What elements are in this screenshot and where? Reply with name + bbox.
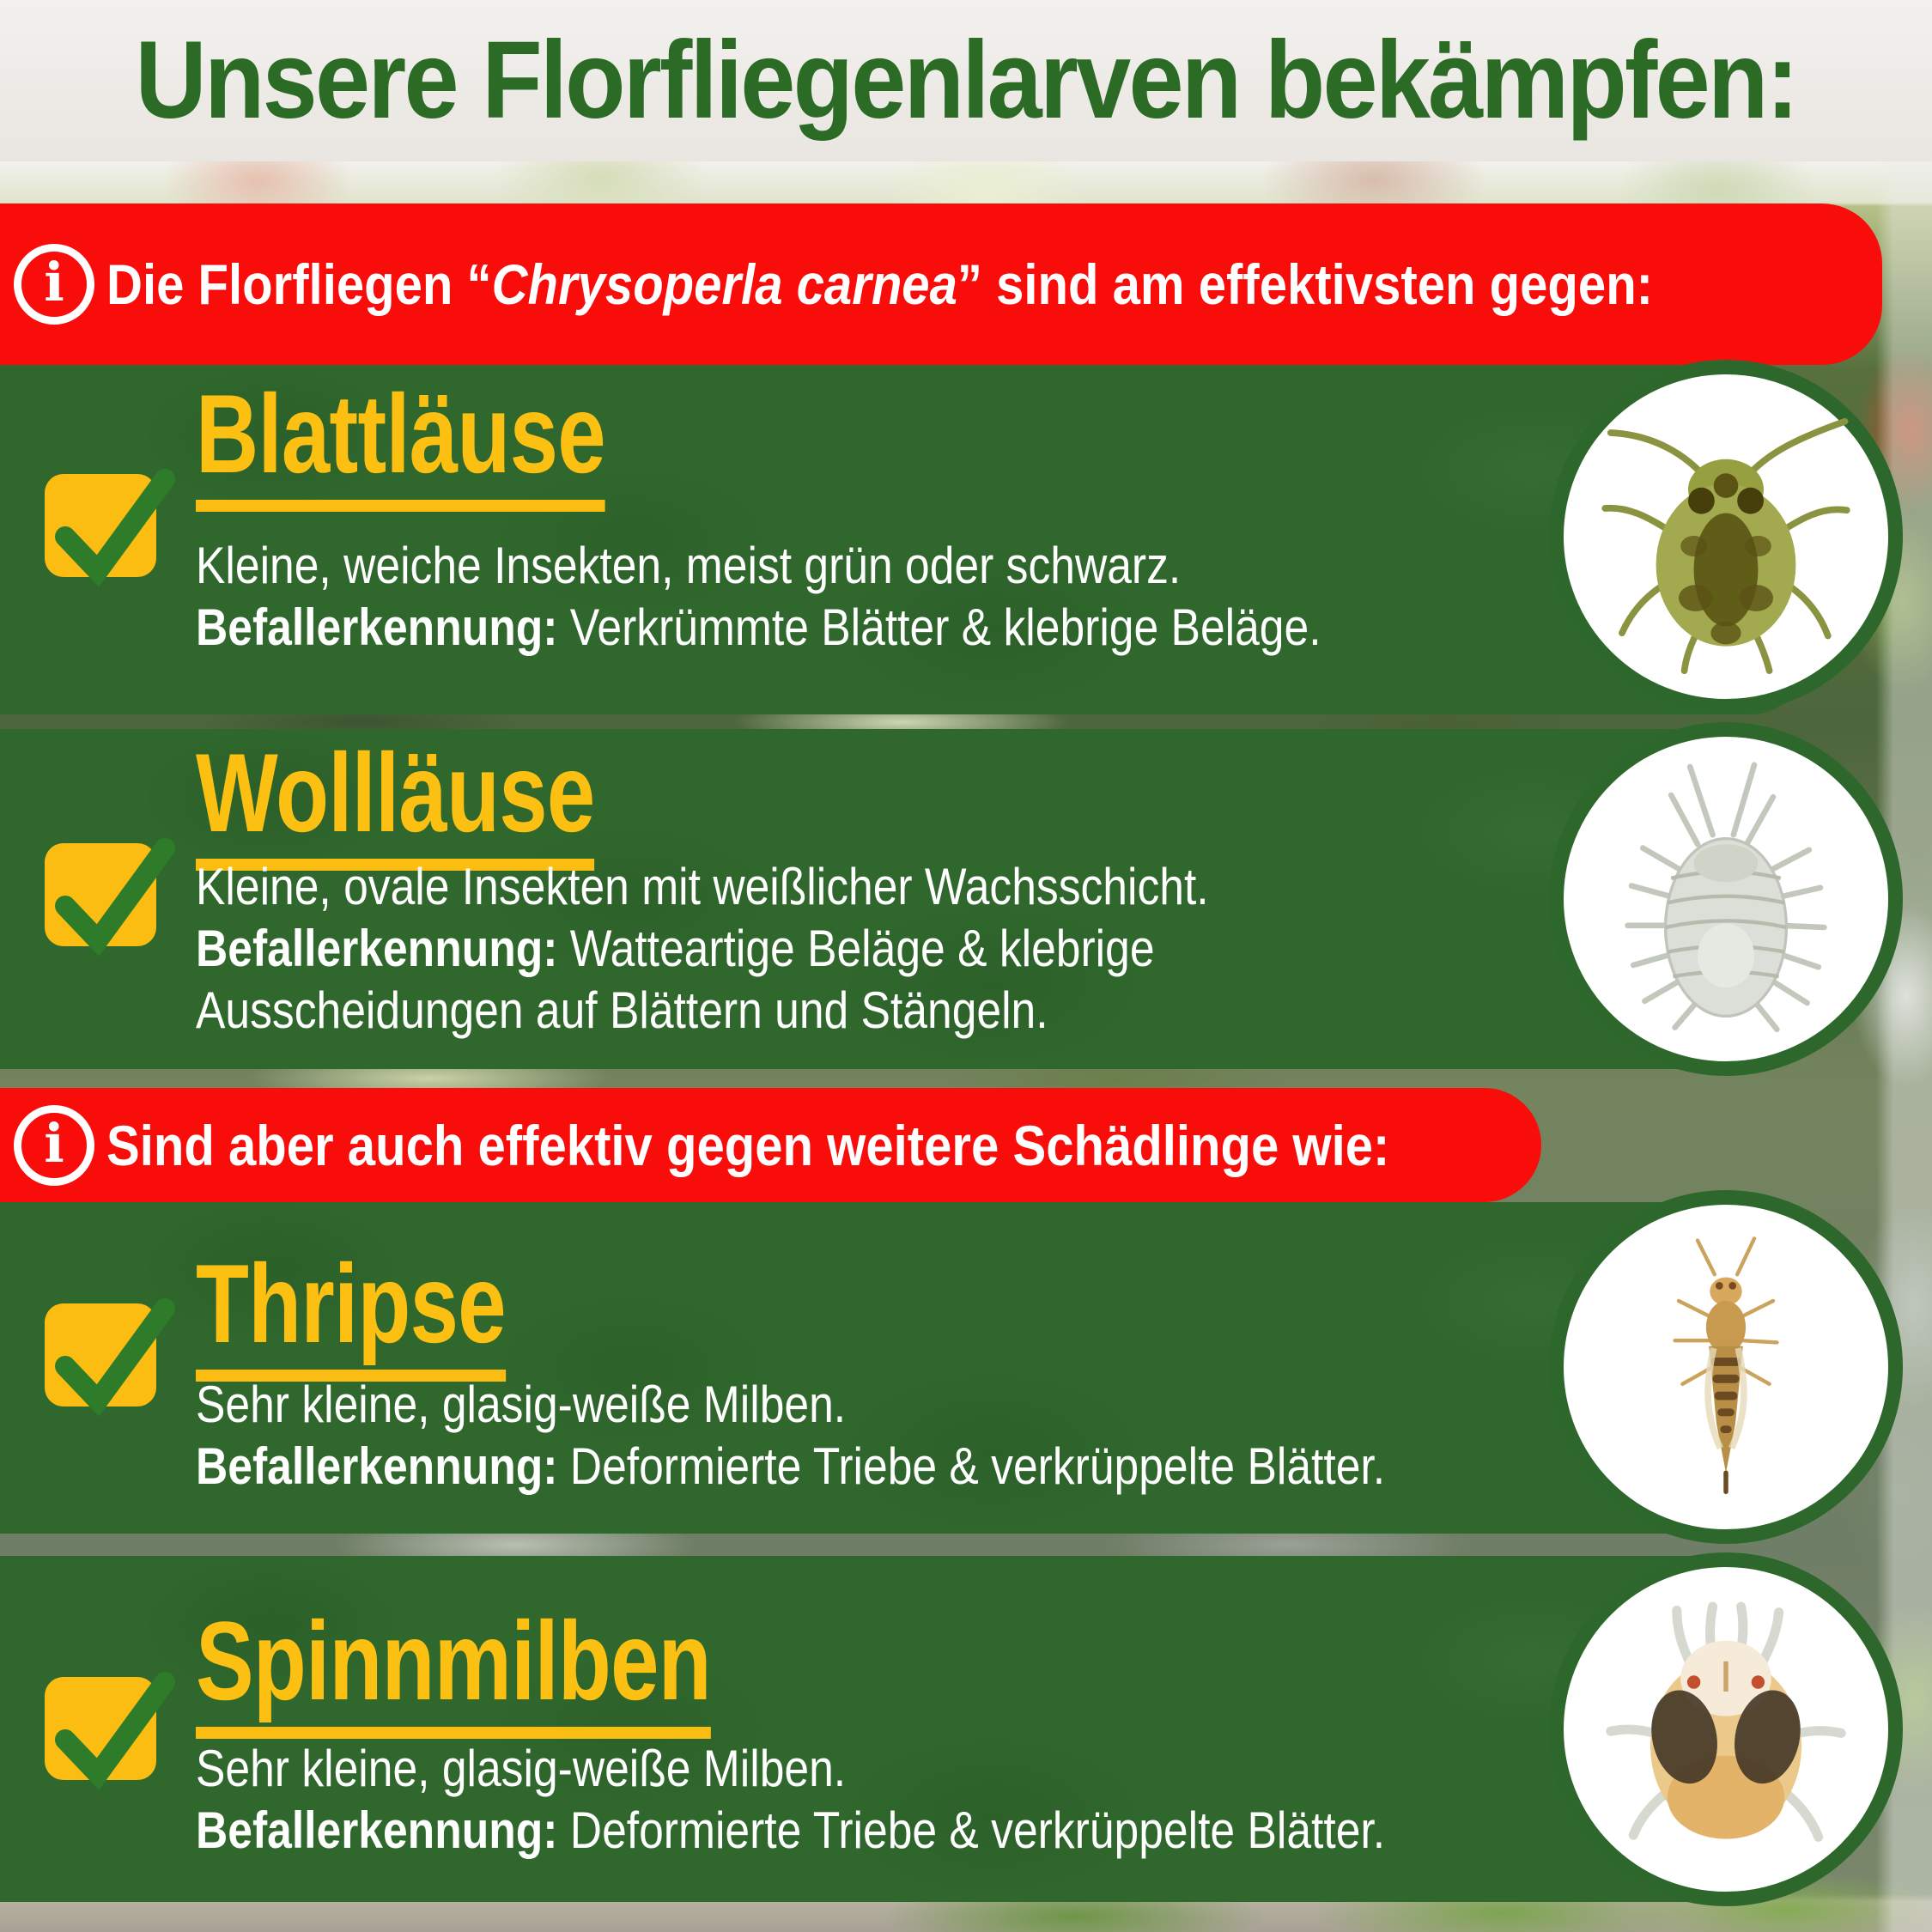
section-panel-blattlaeuse	[0, 365, 1803, 714]
primary-banner-prefix: Die Florfliegen “	[106, 252, 492, 316]
primary-banner-suffix: ” sind am effektivsten gegen:	[957, 252, 1654, 316]
description-line: Sehr kleine, glasig-weiße Milben.	[196, 1376, 847, 1433]
page-title	[0, 21, 1932, 142]
info-banner-secondary	[0, 1088, 1541, 1202]
pest-heading-text: Thripse	[196, 1247, 506, 1382]
pest-photo-circle-mealybug	[1549, 722, 1903, 1076]
pest-heading-text: Wollläuse	[196, 736, 594, 871]
thrips-photo	[1584, 1225, 1868, 1509]
check-icon	[46, 824, 175, 962]
pest-photo-circle-aphid	[1549, 360, 1903, 714]
detection-text: Watteartige Beläge & klebrige	[557, 920, 1155, 977]
section-panel-spinnmilben	[0, 1556, 1803, 1902]
pest-description	[196, 535, 1504, 659]
info-icon	[14, 1105, 94, 1186]
detection-line-2: Ausscheidungen auf Blättern und Stängeln.	[196, 981, 1048, 1039]
pest-heading	[196, 1598, 856, 1739]
secondary-banner-text: Sind aber auch effektiv gegen weitere Schädlinge wie:	[106, 1113, 1390, 1177]
primary-banner-text	[106, 252, 1653, 317]
detection-line	[196, 1436, 1385, 1498]
detection-label: Befallerkennung:	[196, 920, 558, 977]
pest-description	[196, 1738, 1579, 1862]
spider-mite-photo	[1584, 1588, 1868, 1871]
checkbox-checked	[45, 1303, 156, 1406]
section-panel-thripse	[0, 1202, 1803, 1534]
detection-text: Verkrümmte Blätter & klebrige Beläge.	[557, 598, 1321, 656]
detection-line	[196, 1800, 1385, 1862]
pest-heading	[196, 371, 720, 512]
page-title-text: Unsere Florfliegenlarven bekämpfen:	[135, 19, 1797, 142]
mealybug-photo	[1584, 757, 1868, 1041]
pest-photo-circle-thrips	[1549, 1190, 1903, 1544]
detection-label: Befallerkennung:	[196, 598, 558, 656]
pest-photo-circle-spider-mite	[1549, 1552, 1903, 1906]
description-line: Sehr kleine, glasig-weiße Milben.	[196, 1740, 847, 1797]
pest-description	[196, 856, 1374, 1042]
species-name: Chrysoperla carnea	[491, 252, 957, 316]
info-icon-glyph: i	[44, 251, 64, 313]
detection-line	[196, 918, 1209, 980]
detection-label: Befallerkennung:	[196, 1437, 558, 1495]
info-icon-glyph: i	[44, 1111, 64, 1175]
description-line: Kleine, ovale Insekten mit weißlicher Wachsschicht.	[196, 858, 1209, 915]
check-icon	[46, 1285, 175, 1422]
title-band	[0, 0, 1932, 161]
pest-heading-text: Spinnmilben	[196, 1604, 711, 1739]
pest-heading	[196, 730, 707, 871]
checkbox-checked	[45, 474, 156, 577]
description-line: Kleine, weiche Insekten, meist grün oder schwarz.	[196, 537, 1182, 594]
pest-description	[196, 1374, 1579, 1498]
detection-text: Deformierte Triebe & verkrüppelte Blätter.	[557, 1801, 1386, 1859]
check-icon	[46, 1658, 175, 1795]
detection-line	[196, 597, 1321, 659]
info-banner-primary	[0, 204, 1882, 365]
pest-heading-text: Blattläuse	[196, 377, 605, 512]
checkbox-checked	[45, 1677, 156, 1780]
checkbox-checked	[45, 843, 156, 946]
aphid-photo	[1584, 395, 1868, 678]
pest-heading	[196, 1241, 593, 1382]
section-panel-wolllaeuse	[0, 729, 1803, 1069]
detection-text: Deformierte Triebe & verkrüppelte Blätter.	[557, 1437, 1386, 1495]
detection-label: Befallerkennung:	[196, 1801, 558, 1859]
check-icon	[46, 455, 175, 592]
info-icon	[14, 244, 94, 325]
